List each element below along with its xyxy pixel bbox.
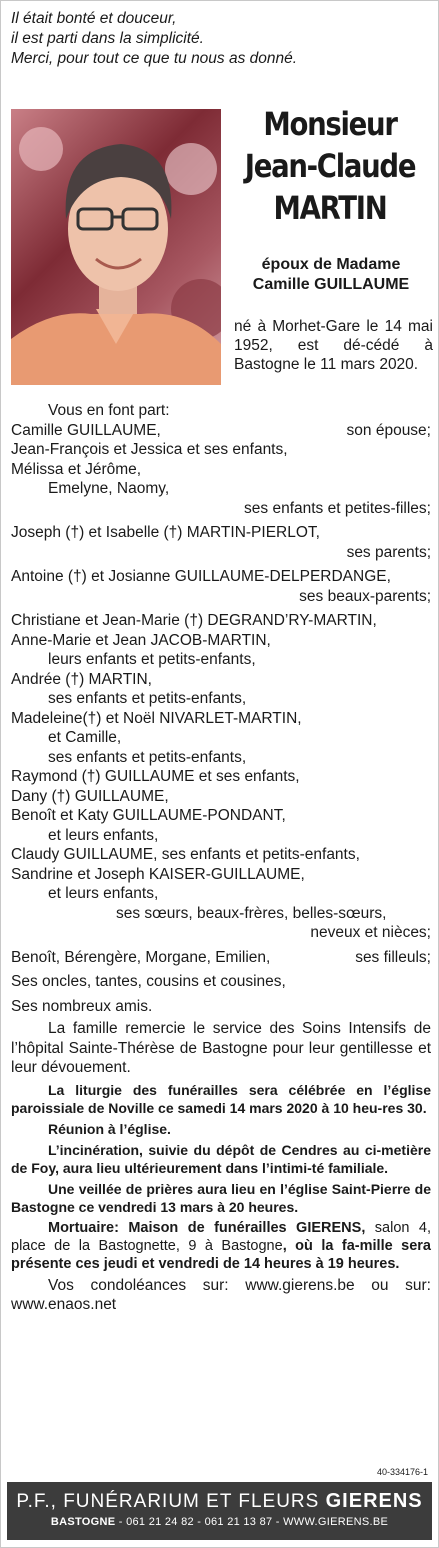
thanks-paragraph: La famille remercie le service des Soins Intensifs de l’hôpital Sainte-Thérèse de Bastogne pour leur gentillesse et leur dévouement.	[11, 1020, 431, 1076]
family-line: Claudy GUILLAUME, ses enfants et petits-enfants,	[11, 846, 360, 863]
family-line: et leurs enfants,	[48, 826, 159, 844]
family-relation: neveux et nièces;	[310, 924, 431, 941]
funeral-home-banner	[7, 1482, 432, 1540]
intro-text: Vous en font part:	[48, 402, 170, 419]
vigil-paragraph: Une veillée de prières aura lieu en l’église Saint-Pierre de Bastogne ce vendredi 13 mars à 20 heures.	[11, 1180, 431, 1215]
family-line: leurs enfants et petits-enfants,	[48, 651, 256, 668]
mortuary-paragraph	[11, 1219, 431, 1273]
family-line: Christiane et Jean-Marie (†) DEGRAND’RY-MARTIN,	[11, 612, 377, 629]
family-line: Ses oncles, tantes, cousins et cousines,	[11, 973, 286, 990]
liturgy-paragraph: La liturgie des funérailles sera célébrée en l’église paroissiale de Noville ce samedi 14 mars 2020 à 10 heu-res 30.	[11, 1081, 431, 1116]
quote-line: il est parti dans la simplicité.	[11, 30, 204, 47]
reunion-paragraph: Réunion à l’église.	[48, 1120, 171, 1137]
family-line: Raymond (†) GUILLAUME et ses enfants,	[11, 768, 300, 785]
family-line: Ses nombreux amis.	[11, 997, 153, 1015]
family-line: Jean-François et Jessica et ses enfants,	[11, 441, 288, 458]
family-line: Emelyne, Naomy,	[48, 480, 170, 497]
family-line: Sandrine et Joseph KAISER-GUILLAUME,	[11, 865, 305, 883]
spouse-info	[229, 255, 433, 295]
family-line: et leurs enfants,	[48, 885, 159, 902]
family-name: Camille GUILLAUME,	[11, 421, 161, 439]
funeral-home-prefix: P.F., FUNÉRARIUM ET FLEURS	[16, 1491, 326, 1512]
funeral-home-brand: GIERENS	[325, 1490, 423, 1512]
family-line: Anne-Marie et Jean JACOB-MARTIN,	[11, 631, 271, 649]
family-line: Joseph (†) et Isabelle (†) MARTIN-PIERLOT,	[11, 524, 320, 541]
incineration-paragraph: L’incinération, suivie du dépôt de Cendres au ci-metière de Foy, aura lieu ultérieurement dans l’intimi-té familiale.	[11, 1141, 431, 1176]
portrait-illustration	[11, 109, 221, 385]
family-relation: ses enfants et petites-filles;	[244, 499, 431, 517]
portrait-photo	[11, 109, 221, 385]
family-relation: son épouse;	[346, 421, 431, 439]
birth-death-info: né à Morhet-Gare le 14 mai 1952, est dé-cédé à Bastogne le 11 mars 2020.	[234, 318, 433, 373]
family-relation: ses parents;	[346, 543, 431, 561]
name-title: Monsieur	[263, 105, 397, 143]
quote-line: Merci, pour tout ce que tu nous as donné.	[11, 50, 298, 67]
family-line: ses enfants et petits-enfants,	[48, 690, 247, 707]
name-last: MARTIN	[273, 189, 387, 227]
family-line: Andrée (†) MARTIN,	[11, 670, 152, 688]
family-line: Antoine (†) et Josianne GUILLAUME-DELPERDANGE,	[11, 568, 391, 585]
mortuary-hours: , où la fa-mille sera présente ces jeudi et vendredi de 14 heures à 19 heures.	[11, 1237, 431, 1272]
mortuary-label: Mortuaire: Maison de funérailles GIERENS,	[48, 1219, 366, 1236]
funeral-home-city: BASTOGNE	[50, 1516, 116, 1528]
funeral-home-name	[7, 1490, 432, 1513]
family-line	[11, 421, 431, 441]
quote-line: Il était bonté et douceur,	[11, 10, 177, 27]
reference-number: 40-334176-1	[376, 1467, 428, 1477]
family-line	[11, 948, 431, 968]
opening-quote	[11, 9, 297, 69]
funeral-home-contact	[7, 1516, 432, 1528]
family-line: Benoît et Katy GUILLAUME-PONDANT,	[11, 807, 286, 824]
family-line: ses enfants et petits-enfants,	[48, 748, 247, 766]
funeral-home-phones: - 061 21 24 82 - 061 21 13 87 - WWW.GIERENS.BE	[115, 1516, 389, 1528]
family-line: ses sœurs, beaux-frères, belles-sœurs,	[116, 904, 387, 922]
mortuary-address: salon 4, place de la Bastognette, 9 à Bastogne	[11, 1219, 431, 1254]
deceased-name	[241, 103, 418, 229]
family-line: Mélissa et Jérôme,	[11, 460, 142, 478]
family-line: Dany (†) GUILLAUME,	[11, 787, 169, 805]
family-line: et Camille,	[48, 729, 122, 746]
family-relation: ses filleuls;	[355, 948, 431, 966]
spouse-line: Camille GUILLAUME	[252, 276, 410, 293]
notice-body	[11, 401, 431, 1315]
family-name: Benoît, Bérengère, Morgane, Emilien,	[11, 948, 271, 966]
condolences-paragraph: Vos condoléances sur: www.gierens.be ou sur: www.enaos.net	[11, 1276, 431, 1313]
spouse-line: époux de Madame	[261, 256, 401, 273]
name-first: Jean-Claude	[244, 147, 416, 185]
family-line: Madeleine(†) et Noël NIVARLET-MARTIN,	[11, 709, 302, 727]
family-relation: ses beaux-parents;	[299, 587, 431, 605]
